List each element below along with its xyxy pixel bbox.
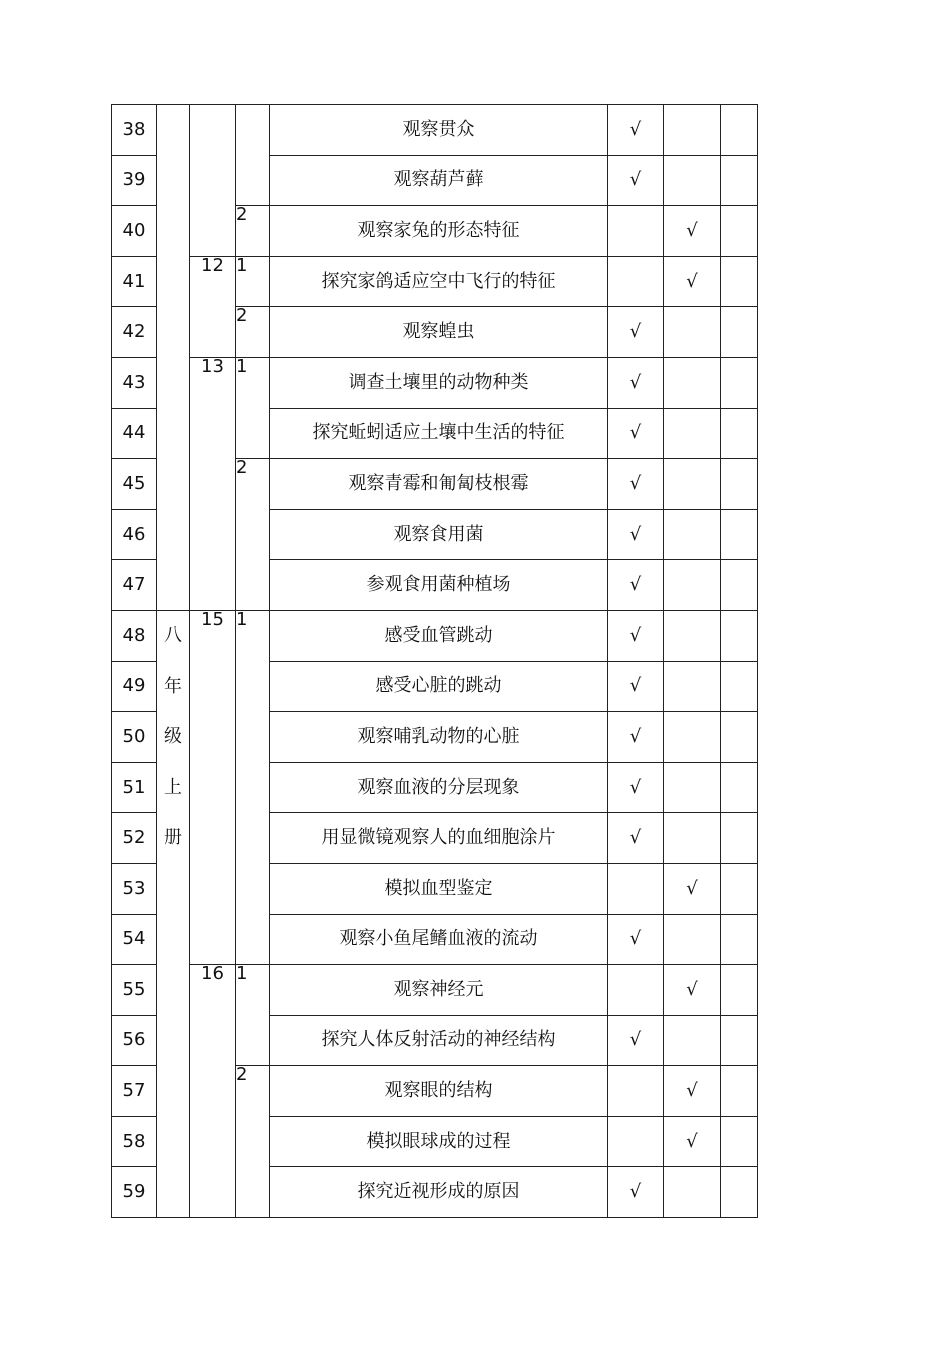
mark-col-a — [608, 1116, 664, 1167]
mark-col-a: √ — [608, 1167, 664, 1218]
experiment-name: 观察血液的分层现象 — [270, 762, 608, 813]
mark-col-c — [721, 863, 758, 914]
mark-col-c — [721, 1116, 758, 1167]
unit-label: 12 — [201, 256, 224, 276]
mark-col-c — [721, 1167, 758, 1218]
row-number: 38 — [112, 105, 157, 156]
mark-col-a: √ — [608, 357, 664, 408]
mark-col-b: √ — [664, 1066, 721, 1117]
experiment-name: 探究蚯蚓适应土壤中生活的特征 — [270, 408, 608, 459]
mark-col-b — [664, 712, 721, 763]
section-label: 1 — [236, 357, 248, 377]
mark-col-a: √ — [608, 712, 664, 763]
mark-col-b — [664, 1167, 721, 1218]
mark-col-a: √ — [608, 661, 664, 712]
unit-cell-prev — [190, 105, 236, 257]
grade-char: 册 — [164, 827, 182, 849]
mark-col-c — [721, 1015, 758, 1066]
mark-col-b — [664, 155, 721, 206]
section-number — [236, 307, 270, 358]
row-number: 55 — [112, 965, 157, 1016]
mark-col-c — [721, 206, 758, 257]
section-label: 2 — [236, 205, 248, 226]
experiment-name: 探究家鸽适应空中飞行的特征 — [270, 256, 608, 307]
row-number: 44 — [112, 408, 157, 459]
grade-char: 上 — [164, 776, 182, 798]
mark-col-b — [664, 560, 721, 611]
experiment-name: 观察神经元 — [270, 965, 608, 1016]
mark-col-b — [664, 357, 721, 408]
grade-char: 年 — [164, 675, 182, 697]
mark-col-c — [721, 965, 758, 1016]
table-row — [112, 965, 758, 1016]
row-number: 49 — [112, 661, 157, 712]
mark-col-a — [608, 1066, 664, 1117]
experiment-name: 观察食用菌 — [270, 509, 608, 560]
mark-col-c — [721, 914, 758, 965]
section-number — [236, 206, 270, 257]
unit-label: 16 — [201, 964, 224, 985]
row-number: 45 — [112, 459, 157, 510]
table-row — [112, 256, 758, 307]
mark-col-b — [664, 914, 721, 965]
mark-col-c — [721, 256, 758, 307]
section-label: 2 — [236, 1065, 248, 1086]
section-number — [236, 965, 270, 1066]
mark-col-b — [664, 408, 721, 459]
row-number: 51 — [112, 762, 157, 813]
experiment-name: 观察贯众 — [270, 105, 608, 156]
row-number: 39 — [112, 155, 157, 206]
unit-number — [190, 610, 236, 964]
mark-col-b — [664, 610, 721, 661]
mark-col-a: √ — [608, 509, 664, 560]
experiment-name: 观察眼的结构 — [270, 1066, 608, 1117]
table-row — [112, 357, 758, 408]
row-number: 56 — [112, 1015, 157, 1066]
experiment-table — [111, 104, 758, 1218]
section-label: 1 — [236, 610, 248, 630]
row-number: 53 — [112, 863, 157, 914]
row-number: 41 — [112, 256, 157, 307]
mark-col-c — [721, 357, 758, 408]
section-number — [236, 610, 270, 964]
row-number: 40 — [112, 206, 157, 257]
unit-label: 13 — [201, 357, 224, 377]
mark-col-a: √ — [608, 914, 664, 965]
row-number: 48 — [112, 610, 157, 661]
experiment-name: 用显微镜观察人的血细胞涂片 — [270, 813, 608, 864]
mark-col-c — [721, 105, 758, 156]
section-number — [236, 256, 270, 307]
mark-col-c — [721, 560, 758, 611]
experiment-name: 模拟眼球成的过程 — [270, 1116, 608, 1167]
section-label: 1 — [236, 964, 248, 985]
experiment-name: 观察葫芦藓 — [270, 155, 608, 206]
experiment-name: 观察家兔的形态特征 — [270, 206, 608, 257]
section-label: 1 — [236, 256, 248, 276]
mark-col-b: √ — [664, 1116, 721, 1167]
mark-col-c — [721, 762, 758, 813]
mark-col-c — [721, 307, 758, 358]
grade-cell — [157, 610, 190, 1217]
mark-col-a — [608, 256, 664, 307]
mark-col-c — [721, 509, 758, 560]
row-number: 59 — [112, 1167, 157, 1218]
mark-col-a: √ — [608, 459, 664, 510]
mark-col-b — [664, 105, 721, 156]
experiment-name: 参观食用菌种植场 — [270, 560, 608, 611]
table-row — [112, 610, 758, 661]
row-number: 46 — [112, 509, 157, 560]
section-number — [236, 459, 270, 611]
experiment-name: 观察小鱼尾鳍血液的流动 — [270, 914, 608, 965]
mark-col-a: √ — [608, 408, 664, 459]
mark-col-a: √ — [608, 610, 664, 661]
grade-char: 级 — [164, 726, 182, 748]
mark-col-b: √ — [664, 206, 721, 257]
mark-col-c — [721, 1066, 758, 1117]
section-number — [236, 1066, 270, 1218]
experiment-name: 调查土壤里的动物种类 — [270, 357, 608, 408]
experiment-name: 感受心脏的跳动 — [270, 661, 608, 712]
mark-col-a — [608, 863, 664, 914]
unit-number — [190, 357, 236, 610]
row-number: 54 — [112, 914, 157, 965]
unit-label: 15 — [201, 610, 224, 630]
mark-col-b — [664, 762, 721, 813]
experiment-name: 探究近视形成的原因 — [270, 1167, 608, 1218]
row-number: 50 — [112, 712, 157, 763]
mark-col-a — [608, 206, 664, 257]
row-number: 43 — [112, 357, 157, 408]
row-number: 52 — [112, 813, 157, 864]
mark-col-b — [664, 813, 721, 864]
unit-number — [190, 965, 236, 1218]
mark-col-c — [721, 661, 758, 712]
section-cell-prev — [236, 105, 270, 206]
mark-col-c — [721, 155, 758, 206]
table-row — [112, 105, 758, 156]
experiment-name: 观察蝗虫 — [270, 307, 608, 358]
mark-col-c — [721, 712, 758, 763]
mark-col-c — [721, 408, 758, 459]
mark-col-b — [664, 1015, 721, 1066]
mark-col-a: √ — [608, 307, 664, 358]
mark-col-a: √ — [608, 762, 664, 813]
section-label: 2 — [236, 458, 248, 479]
mark-col-a — [608, 965, 664, 1016]
grade-label — [157, 611, 189, 878]
mark-col-a: √ — [608, 813, 664, 864]
mark-col-b — [664, 509, 721, 560]
mark-col-a: √ — [608, 155, 664, 206]
experiment-name: 感受血管跳动 — [270, 610, 608, 661]
mark-col-c — [721, 459, 758, 510]
grade-cell-prev — [157, 105, 190, 611]
row-number: 42 — [112, 307, 157, 358]
row-number: 57 — [112, 1066, 157, 1117]
unit-number — [190, 256, 236, 357]
grade-char: 八 — [164, 624, 182, 646]
mark-col-a: √ — [608, 105, 664, 156]
mark-col-c — [721, 610, 758, 661]
mark-col-c — [721, 813, 758, 864]
row-number: 58 — [112, 1116, 157, 1167]
experiment-name: 模拟血型鉴定 — [270, 863, 608, 914]
mark-col-b — [664, 307, 721, 358]
mark-col-a: √ — [608, 1015, 664, 1066]
mark-col-b: √ — [664, 863, 721, 914]
mark-col-b: √ — [664, 256, 721, 307]
mark-col-b — [664, 459, 721, 510]
mark-col-a: √ — [608, 560, 664, 611]
experiment-name: 观察青霉和匍匐枝根霉 — [270, 459, 608, 510]
section-label: 2 — [236, 306, 248, 327]
row-number: 47 — [112, 560, 157, 611]
experiment-name: 探究人体反射活动的神经结构 — [270, 1015, 608, 1066]
mark-col-b — [664, 661, 721, 712]
experiment-name: 观察哺乳动物的心脏 — [270, 712, 608, 763]
mark-col-b: √ — [664, 965, 721, 1016]
section-number — [236, 357, 270, 458]
